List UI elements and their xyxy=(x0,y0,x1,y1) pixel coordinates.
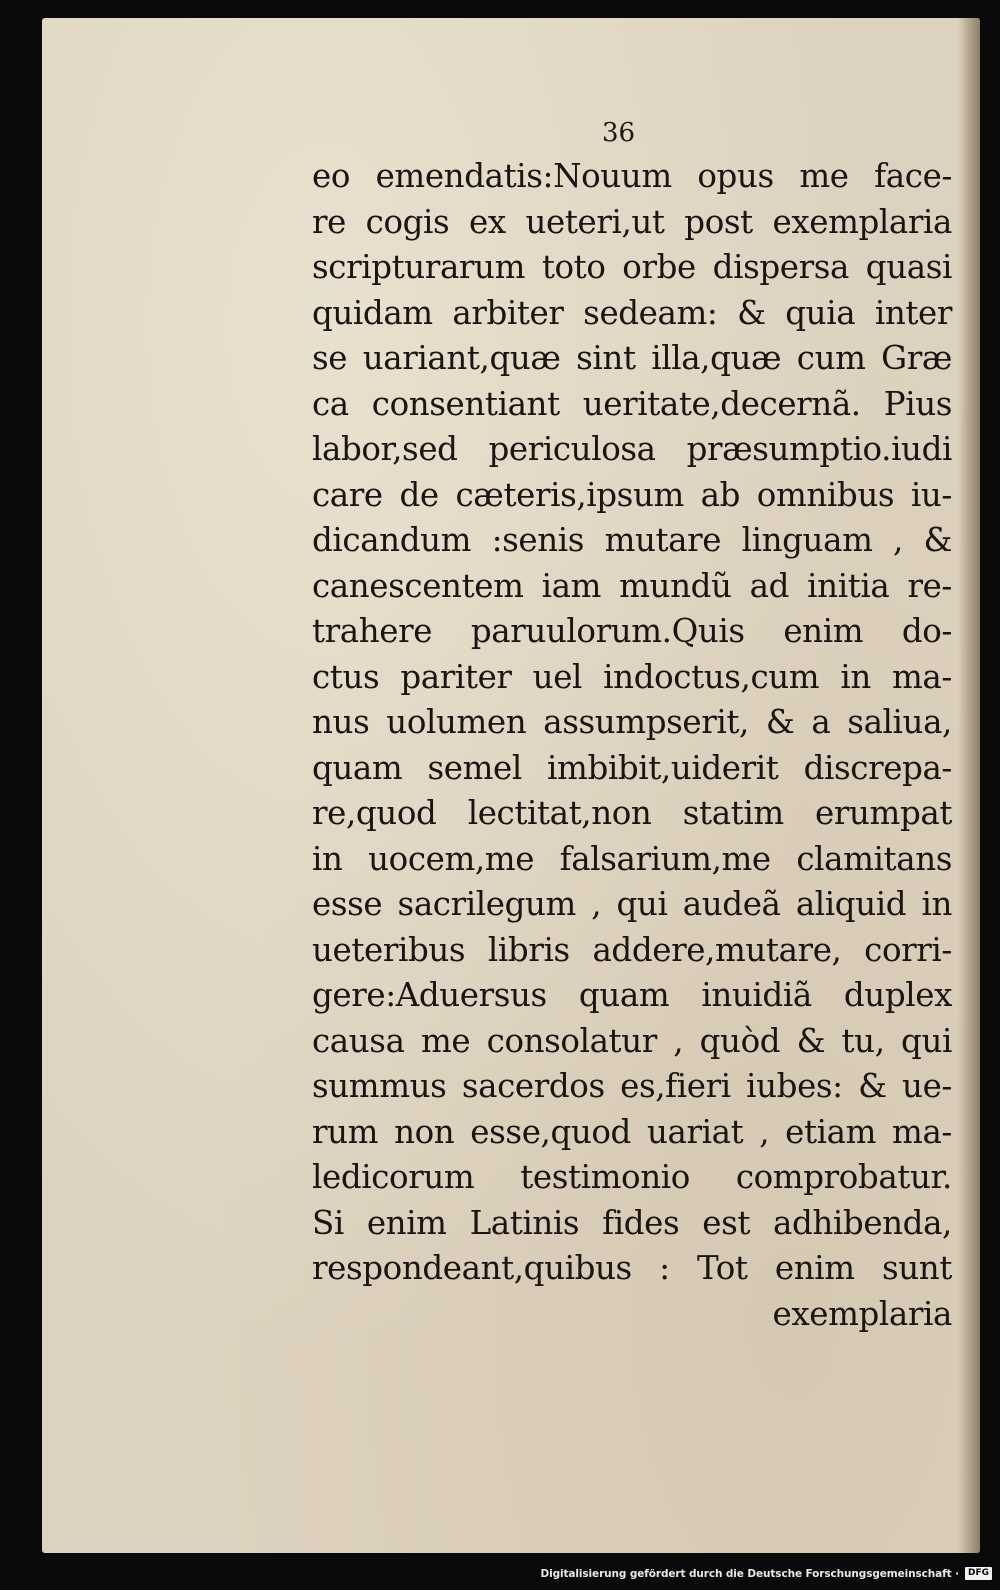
text-line: causa me consolatur , quòd & tu, qui xyxy=(312,1021,952,1060)
text-line: trahere paruulorum.Quis enim do- xyxy=(312,612,952,650)
text-line: Si enim Latinis fides est adhibenda, xyxy=(312,1203,952,1242)
text-line: ueteribus libris addere,mutare, corri- xyxy=(312,930,952,969)
text-line: care de cæteris,ipsum ab omnibus iu- xyxy=(312,475,952,514)
text-line: quam semel imbibit,uiderit discrepa- xyxy=(312,748,952,787)
text-line: esse sacrilegum , qui audeã aliquid in xyxy=(312,885,952,923)
text-line: in uocem,me falsarium,me clamitans xyxy=(312,839,952,878)
book-page xyxy=(42,18,980,1553)
text-line: eo emendatis:Nouum opus me face- xyxy=(312,157,952,195)
text-line: re,quod lectitat,non statim erumpat xyxy=(312,794,952,832)
funding-credit-text: Digitalisierung gefördert durch die Deutsche Forschungsgemeinschaft · xyxy=(540,1567,959,1580)
page-text-block xyxy=(312,154,952,1337)
text-line: gere:Aduersus quam inuidiã duplex xyxy=(312,976,952,1014)
text-line: quidam arbiter sedeam: & quia inter xyxy=(312,293,952,332)
text-line: respondeant,quibus : Tot enim sunt xyxy=(312,1249,952,1287)
text-line: summus sacerdos es,fieri iubes: & ue- xyxy=(312,1067,952,1105)
text-line: re cogis ex ueteri,ut post exemplaria xyxy=(312,202,952,241)
page-gutter-shadow xyxy=(958,18,980,1553)
text-line: nus uolumen assumpserit, & a saliua, xyxy=(312,703,952,741)
text-line: canescentem iam mundũ ad initia re- xyxy=(312,566,952,605)
text-line: rum non esse,quod uariat , etiam ma- xyxy=(312,1112,952,1151)
text-line: dicandum :senis mutare linguam , & xyxy=(312,521,952,559)
footer-credit xyxy=(540,1567,992,1580)
text-line: ctus pariter uel indoctus,cum in ma- xyxy=(312,657,952,696)
text-line: ledicorum testimonio comprobatur. xyxy=(312,1158,952,1196)
text-line: ca consentiant ueritate,decernã. Pius xyxy=(312,384,952,423)
text-line: scripturarum toto orbe dispersa quasi xyxy=(312,248,952,286)
catchword: exemplaria xyxy=(772,1294,952,1333)
text-line: se uariant,quæ sint illa,quæ cum Græ xyxy=(312,339,952,377)
text-line: labor,sed periculosa præsumptio.iudi xyxy=(312,430,952,468)
dfg-logo: DFG xyxy=(965,1567,992,1580)
page-number: 36 xyxy=(602,118,636,148)
